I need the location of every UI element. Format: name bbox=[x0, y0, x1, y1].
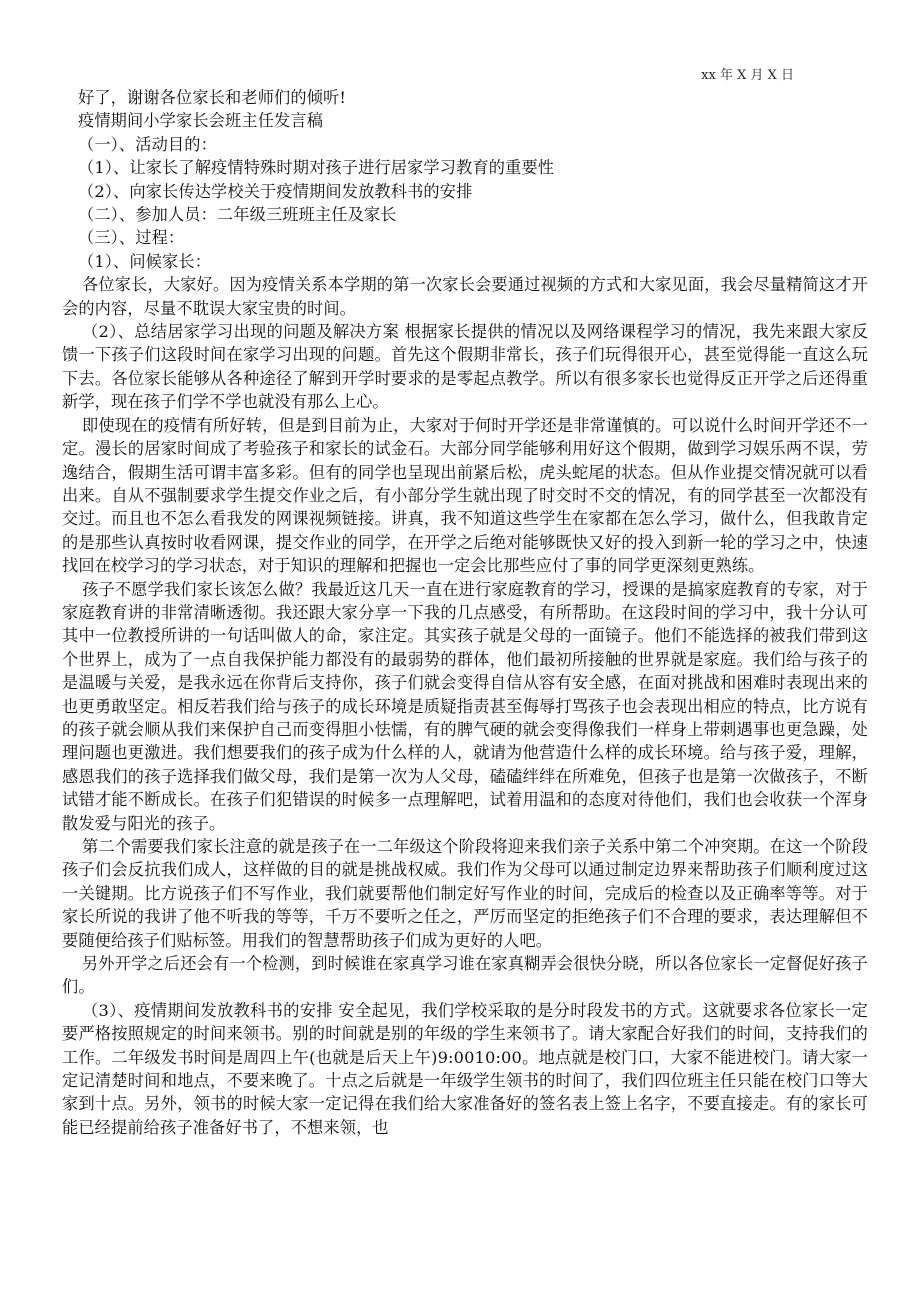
closing-line: 好了，谢谢各位家长和老师们的倾听! bbox=[78, 88, 347, 107]
header-date: xx 年 X 月 X 日 bbox=[701, 68, 794, 83]
list-item: （1）、让家长了解疫情特殊时期对孩子进行居家学习教育的重要性 bbox=[78, 158, 555, 178]
body-paragraph: 第二个需要我们家长注意的就是孩子在一二年级这个阶段将迎来我们亲子关系中第二个冲突期。在这一个阶段孩子们会反抗我们成人，这样做的目的就是挑战权威。我们作为父母可以通过制定边界来帮助孩子们顺利度过这一关键期。比方说孩子们不写作业，我们就要帮他们制定好写作业的时间，完成后的检查以及正确率等等。对于家长所说的我讲了他不听我的等等，千万不要听之任之，严厉而坚定的拒绝孩子们不合理的要求，表达理解但不要随便给孩子们贴标签。用我们的智慧帮助孩子们成为更好的人吧。 bbox=[62, 837, 868, 950]
list-item: （1）、问候家长： bbox=[78, 251, 212, 271]
body-paragraph: （2）、总结居家学习出现的问题及解决方案 根据家长提供的情况以及网络课程学习的情况，我先来跟大家反馈一下孩子们这段时间在家学习出现的问题。首先这个假期非常长，孩子们玩得很开心，甚至觉得能一直这么玩下去。各位家长能够从各种途径了解到开学时要求的是零起点教学。所以有很多家长也觉得反正开学之后还得重新学，现在孩子们学不学也就没有那么上心。 bbox=[62, 322, 868, 412]
section-heading: （二）、参加人员：二年级三班班主任及家长 bbox=[78, 205, 397, 225]
body-paragraph: 各位家长，大家好。因为疫情关系本学期的第一次家长会要通过视频的方式和大家见面，我会尽量精简这才开会的内容，尽量不耽误大家宝贵的时间。 bbox=[62, 275, 868, 318]
body-paragraph: 即使现在的疫情有所好转，但是到目前为止，大家对于何时开学还是非常谨慎的。可以说什么时间开学还不一定。漫长的居家时间成了考验孩子和家长的试金石。大部分同学能够利用好这个假期，做到学习娱乐两不误，劳逸结合，假期生活可谓丰富多彩。但有的同学也呈现出前紧后松，虎头蛇尾的状态。但从作业提交情况就可以看出来。自从不强制要求学生提交作业之后，有小部分学生就出现了时交时不交的情况，有的同学甚至一次都没有交过。而且也不怎么看我发的网课视频链接。讲真，我不知道这些学生在家都在怎么学习，做什么，但我敢肯定的是那些认真按时收看网课，提交作业的同学，在开学之后绝对能够既快又好的投入到新一轮的学习之中，快速找回在校学习的学习状态，对于知识的理解和把握也一定会比那些应付了事的同学更深刻更熟练。 bbox=[62, 415, 868, 576]
section-heading: （三）、过程： bbox=[78, 228, 185, 248]
body-paragraph: （3）、疫情期间发放教科书的安排 安全起见，我们学校采取的是分时段发书的方式。这就要求各位家长一定要严格按照规定的时间来领书。别的时间就是别的年级的学生来领书了。请大家配合好我们的时间，支持我们的工作。二年级发书时间是周四上午(也就是后天上午)9:0010:00。地点就是校门口，大家不能进校门。请大家一定记清楚时间和地点，不要来晚了。十点之后就是一年级学生领书的时间了，我们四位班主任只能在校门口等大家到十点。另外，领书的时候大家一定记得在我们给大家准备好的签名表上签上名字，不要直接走。有的家长可能已经提前给孩子准备好书了，不想来领，也 bbox=[62, 1000, 868, 1137]
body-paragraph: 孩子不愿学我们家长该怎么做？我最近这几天一直在进行家庭教育的学习，授课的是搞家庭教育的专家，对于家庭教育讲的非常清晰透彻。我还跟大家分享一下我的几点感受，有所帮助。在这段时间的学习中，我十分认可其中一位教授所讲的一句话叫做人的命，家注定。其实孩子就是父母的一面镜子。他们不能选择的被我们带到这个世界上，成为了一点自我保护能力都没有的最弱势的群体，他们最初所接触的世界就是家庭。我们给与孩子的是温暖与关爱，是我永远在你背后支持你，孩子们就会变得自信从容有安全感，在面对挑战和困难时表现出来的也更勇敢坚定。相反若我们给与孩子的成长环境是质疑指责甚至侮辱打骂孩子也会表现出相应的特点，比方说有的孩子就会顺从我们来保护自己而变得胆小怯懦，有的脾气硬的就会变得像我们一样身上带刺遇事也更急躁，处理问题也更激进。我们想要我们的孩子成为什么样的人，就请为他营造什么样的成长环境。给与孩子爱，理解，感恩我们的孩子选择我们做父母，我们是第一次为人父母，磕磕绊绊在所难免，但孩子也是第一次做孩子，不断试错才能不断成长。在孩子们犯错误的时候多一点理解吧，试着用温和的态度对待他们，我们也会收获一个浑身散发爱与阳光的孩子。 bbox=[62, 579, 868, 833]
list-item: （2）、向家长传达学校关于疫情期间发放教科书的安排 bbox=[78, 181, 473, 201]
document-body bbox=[62, 86, 868, 1139]
body-paragraph: 另外开学之后还会有一个检测，到时候谁在家真学习谁在家真糊弄会很快分晓，所以各位家长一定督促好孩子们。 bbox=[62, 954, 868, 997]
section-heading: （一）、活动目的： bbox=[78, 134, 217, 154]
document-title: 疫情期间小学家长会班主任发言稿 bbox=[78, 111, 324, 131]
